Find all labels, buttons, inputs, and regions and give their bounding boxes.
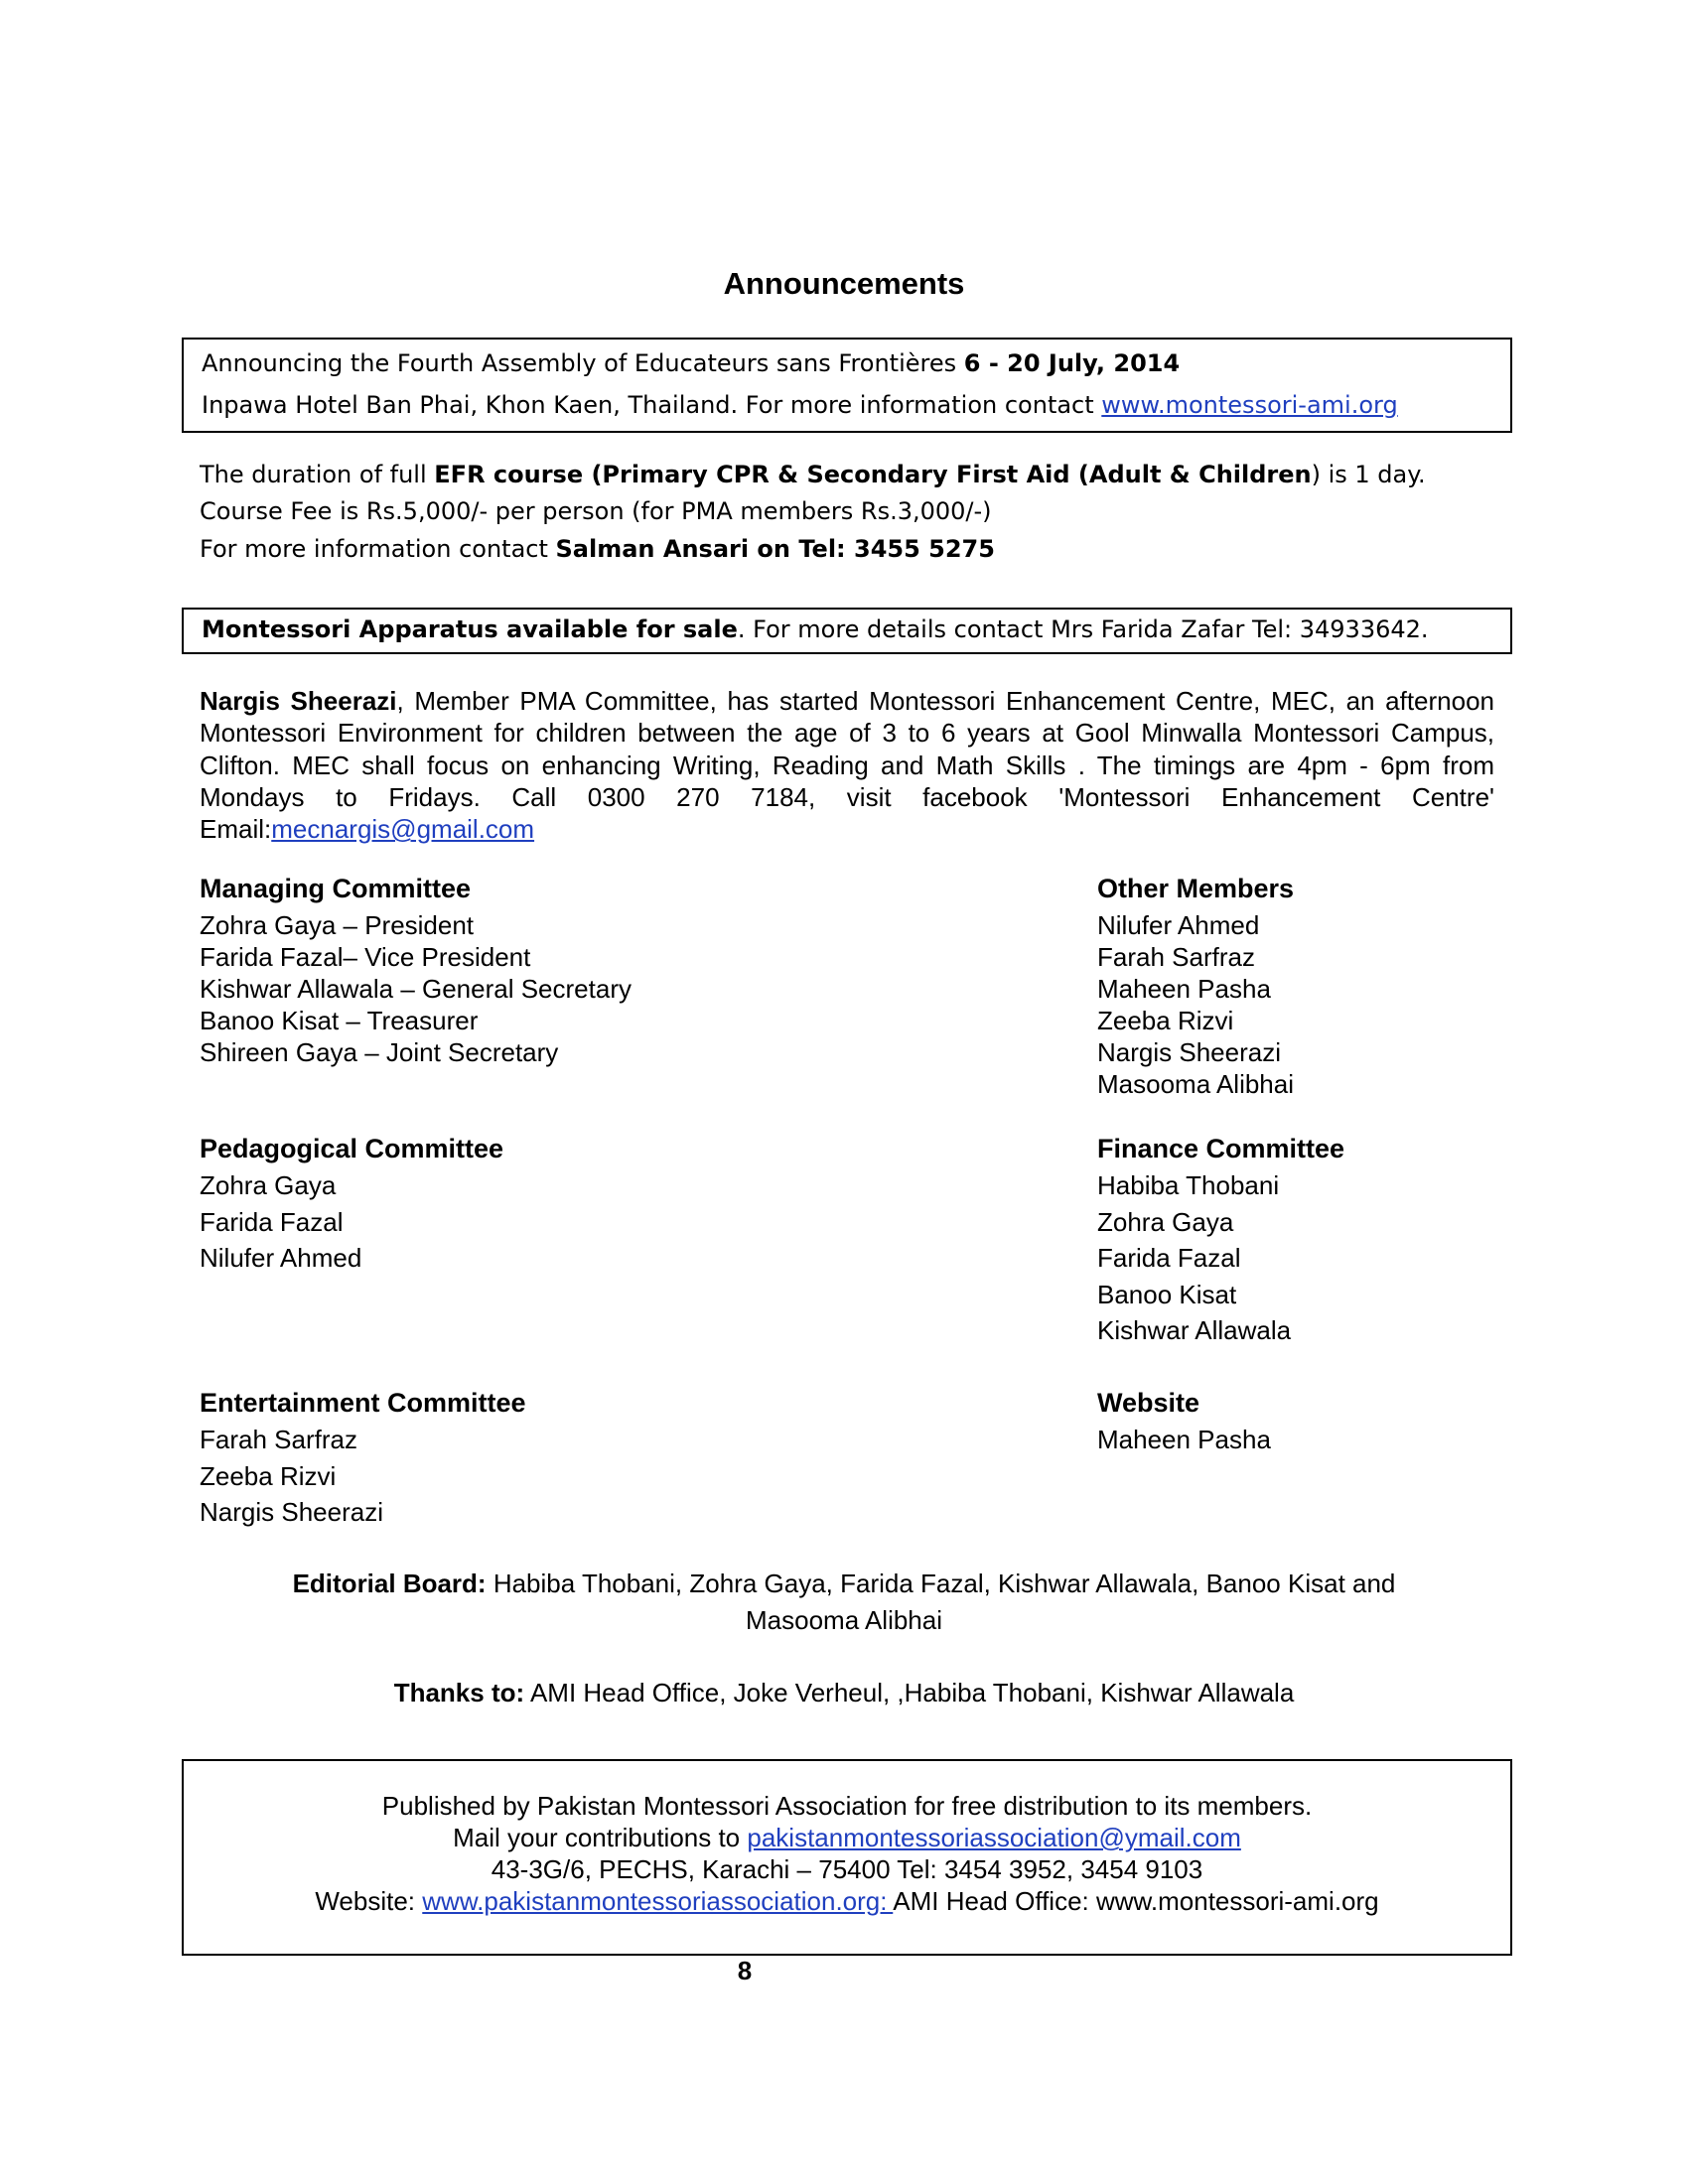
managing-member: Shireen Gaya – Joint Secretary (200, 1037, 559, 1067)
editorial-board-label: Editorial Board: (292, 1569, 487, 1598)
finance-member: Kishwar Allawala (1097, 1315, 1292, 1345)
other-member: Zeeba Rizvi (1097, 1006, 1234, 1035)
managing-member: Zohra Gaya – President (200, 910, 475, 940)
other-member: Nilufer Ahmed (1097, 910, 1260, 940)
esf-line-2 (202, 391, 1398, 419)
other-member: Nargis Sheerazi (1097, 1037, 1281, 1067)
mec-name: Nargis Sheerazi (200, 686, 397, 716)
editorial-board-line-2: Masooma Alibhai (746, 1605, 942, 1635)
thanks-label: Thanks to: (393, 1678, 525, 1707)
finance-member: Banoo Kisat (1097, 1280, 1237, 1309)
efr-course-name: EFR course (Primary CPR & Secondary First Aid (Adult & Children (434, 461, 1312, 488)
other-member: Maheen Pasha (1097, 974, 1271, 1004)
page-title: Announcements (723, 266, 965, 301)
managing-member: Farida Fazal– Vice President (200, 942, 531, 972)
footer-contributions-line (184, 1823, 1510, 1853)
esf-dates: 6 - 20 July, 2014 (963, 349, 1181, 377)
entertainment-member: Nargis Sheerazi (200, 1497, 383, 1527)
thanks-line (0, 1678, 1688, 1708)
other-member: Masooma Alibhai (1097, 1069, 1294, 1099)
efr-line-1 (200, 461, 1426, 488)
entertainment-committee-heading: Entertainment Committee (200, 1388, 526, 1418)
footer-website-link[interactable]: www.pakistanmontessoriassociation.org: (422, 1886, 894, 1916)
efr-line-1-pre: The duration of full (200, 461, 435, 488)
esf-line-2-text: Inpawa Hotel Ban Phai, Khon Kaen, Thailand. For more information contact (202, 391, 1102, 419)
esf-website-link[interactable]: www.montessori-ami.org (1101, 391, 1398, 419)
apparatus-line (202, 615, 1429, 643)
page-number: 8 (737, 1956, 753, 1985)
other-members-heading: Other Members (1097, 874, 1295, 903)
efr-line-1-post: ) is 1 day. (1311, 461, 1426, 488)
entertainment-member: Farah Sarfraz (200, 1425, 357, 1454)
efr-line-3-pre: For more information contact (200, 535, 556, 563)
entertainment-member: Zeeba Rizvi (200, 1461, 337, 1491)
pedagogical-member: Farida Fazal (200, 1207, 344, 1237)
managing-member: Banoo Kisat – Treasurer (200, 1006, 479, 1035)
managing-committee-heading: Managing Committee (200, 874, 472, 903)
website-heading: Website (1097, 1388, 1200, 1418)
finance-member: Farida Fazal (1097, 1243, 1241, 1273)
efr-line-2: Course Fee is Rs.5,000/- per person (for PMA members Rs.3,000/-) (200, 497, 992, 525)
footer-publisher-line: Published by Pakistan Montessori Association for free distribution to its members. (381, 1791, 1313, 1821)
pedagogical-member: Zohra Gaya (200, 1170, 337, 1200)
esf-line-1 (202, 349, 1180, 377)
managing-member: Kishwar Allawala – General Secretary (200, 974, 632, 1004)
footer-ami-office: AMI Head Office: www.montessori-ami.org (893, 1886, 1379, 1916)
mec-text: , Member PMA Committee, has started Montessori Enhancement Centre, MEC, an afternoon Montessori Environment for children between the age of 3 to 6 years at Gool Minwalla Montessori Campus, Clifton. MEC shall focus on enhancing Writing, Reading and Math Skills . The timings are 4pm - 6pm from Mondays to Fridays. Call 0300 270 7184, visit facebook 'Montessori Enhancement Centre' Email: (200, 686, 1495, 845)
finance-member: Habiba Thobani (1097, 1170, 1280, 1200)
footer-contributions-text: Mail your contributions to (453, 1823, 748, 1852)
footer-website-label: Website: (315, 1886, 423, 1916)
mec-paragraph (200, 685, 1494, 845)
other-member: Farah Sarfraz (1097, 942, 1255, 972)
pedagogical-member: Nilufer Ahmed (200, 1243, 362, 1273)
website-member: Maheen Pasha (1097, 1425, 1271, 1454)
apparatus-box (182, 608, 1512, 654)
thanks-names: AMI Head Office, Joke Verheul, ,Habiba Thobani, Kishwar Allawala (524, 1678, 1295, 1707)
esf-announcement-box (182, 338, 1512, 433)
footer-website-line (184, 1886, 1510, 1917)
efr-contact: Salman Ansari on Tel: 3455 5275 (555, 535, 995, 563)
pedagogical-committee-heading: Pedagogical Committee (200, 1134, 504, 1163)
publisher-footer-box (182, 1759, 1512, 1956)
efr-line-3 (200, 535, 995, 563)
editorial-board-names: Habiba Thobani, Zohra Gaya, Farida Fazal, Kishwar Allawala, Banoo Kisat and (486, 1569, 1396, 1598)
editorial-board-line-1 (0, 1569, 1688, 1599)
footer-email-link[interactable]: pakistanmontessoriassociation@ymail.com (747, 1823, 1241, 1852)
footer-address-line: 43-3G/6, PECHS, Karachi – 75400 Tel: 3454 3952, 3454 9103 (491, 1854, 1203, 1884)
esf-line-1-text: Announcing the Fourth Assembly of Educateurs sans Frontières (202, 349, 964, 377)
finance-member: Zohra Gaya (1097, 1207, 1234, 1237)
mec-email-link[interactable]: mecnargis@gmail.com (271, 814, 535, 845)
apparatus-heading: Montessori Apparatus available for sale (202, 615, 738, 643)
apparatus-contact: . For more details contact Mrs Farida Zafar Tel: 34933642. (737, 615, 1429, 643)
finance-committee-heading: Finance Committee (1097, 1134, 1345, 1163)
